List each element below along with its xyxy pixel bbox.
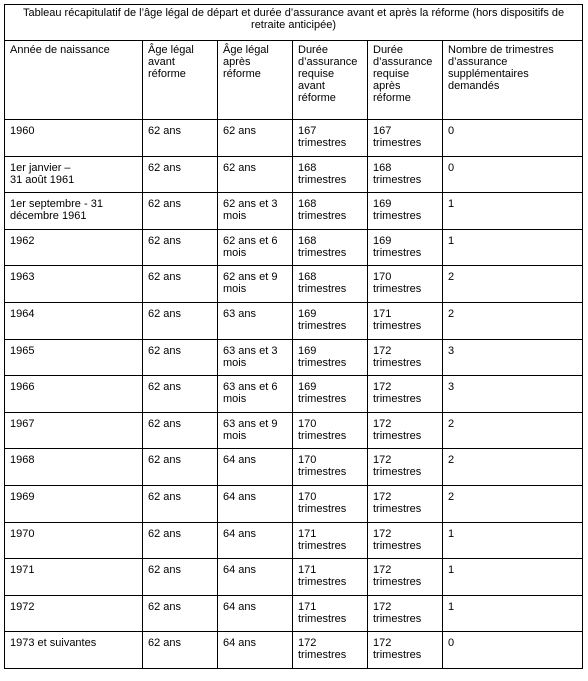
cell-birth-year: 1er septembre - 31 décembre 1961 xyxy=(5,193,143,230)
cell-legal-age-after: 62 ans xyxy=(218,120,293,157)
cell-legal-age-after: 63 ans xyxy=(218,302,293,339)
cell-insurance-after: 168 trimestres xyxy=(368,156,443,193)
table-row xyxy=(5,412,583,449)
cell-legal-age-after: 64 ans xyxy=(218,449,293,486)
cell-birth-year: 1971 xyxy=(5,559,143,596)
cell-insurance-after: 172 trimestres xyxy=(368,522,443,559)
table-row xyxy=(5,193,583,230)
cell-legal-age-before: 62 ans xyxy=(143,376,218,413)
table-caption: Tableau récapitulatif de l’âge légal de départ et durée d’assurance avant et après la réforme (hors dispositifs de retraite anticipée) xyxy=(5,5,583,41)
cell-legal-age-before: 62 ans xyxy=(143,266,218,303)
cell-insurance-before: 169 trimestres xyxy=(293,339,368,376)
cell-legal-age-before: 62 ans xyxy=(143,339,218,376)
cell-legal-age-before: 62 ans xyxy=(143,559,218,596)
cell-legal-age-before: 62 ans xyxy=(143,485,218,522)
cell-birth-year: 1969 xyxy=(5,485,143,522)
table-row xyxy=(5,595,583,632)
cell-extra-quarters: 0 xyxy=(443,120,583,157)
table-row xyxy=(5,339,583,376)
caption-row xyxy=(5,5,583,41)
cell-birth-year: 1er janvier – 31 août 1961 xyxy=(5,156,143,193)
cell-birth-year: 1966 xyxy=(5,376,143,413)
cell-insurance-after: 171 trimestres xyxy=(368,302,443,339)
table-body xyxy=(5,5,583,669)
table-row xyxy=(5,632,583,669)
cell-extra-quarters: 2 xyxy=(443,412,583,449)
cell-legal-age-after: 63 ans et 3 mois xyxy=(218,339,293,376)
cell-extra-quarters: 3 xyxy=(443,376,583,413)
header-row xyxy=(5,41,583,120)
cell-insurance-after: 167 trimestres xyxy=(368,120,443,157)
cell-insurance-after: 169 trimestres xyxy=(368,229,443,266)
cell-legal-age-after: 64 ans xyxy=(218,522,293,559)
table-row xyxy=(5,559,583,596)
table-row xyxy=(5,266,583,303)
cell-birth-year: 1963 xyxy=(5,266,143,303)
table-row xyxy=(5,229,583,266)
cell-insurance-after: 172 trimestres xyxy=(368,632,443,669)
cell-insurance-after: 169 trimestres xyxy=(368,193,443,230)
cell-birth-year: 1960 xyxy=(5,120,143,157)
cell-insurance-before: 168 trimestres xyxy=(293,193,368,230)
cell-legal-age-before: 62 ans xyxy=(143,412,218,449)
cell-legal-age-before: 62 ans xyxy=(143,302,218,339)
cell-extra-quarters: 1 xyxy=(443,193,583,230)
cell-extra-quarters: 1 xyxy=(443,595,583,632)
cell-insurance-after: 172 trimestres xyxy=(368,376,443,413)
cell-legal-age-after: 62 ans xyxy=(218,156,293,193)
cell-extra-quarters: 2 xyxy=(443,302,583,339)
cell-legal-age-before: 62 ans xyxy=(143,193,218,230)
cell-insurance-before: 170 trimestres xyxy=(293,412,368,449)
cell-legal-age-after: 64 ans xyxy=(218,632,293,669)
header-extra-quarters: Nombre de trimestres d’assurance supplémentaires demandés xyxy=(443,41,583,120)
cell-insurance-before: 170 trimestres xyxy=(293,485,368,522)
cell-legal-age-before: 62 ans xyxy=(143,632,218,669)
cell-birth-year: 1964 xyxy=(5,302,143,339)
cell-legal-age-before: 62 ans xyxy=(143,229,218,266)
cell-legal-age-after: 64 ans xyxy=(218,595,293,632)
cell-birth-year: 1967 xyxy=(5,412,143,449)
cell-extra-quarters: 2 xyxy=(443,485,583,522)
cell-insurance-after: 172 trimestres xyxy=(368,485,443,522)
cell-legal-age-after: 62 ans et 9 mois xyxy=(218,266,293,303)
cell-insurance-before: 172 trimestres xyxy=(293,632,368,669)
cell-insurance-after: 170 trimestres xyxy=(368,266,443,303)
cell-insurance-before: 168 trimestres xyxy=(293,266,368,303)
cell-insurance-before: 171 trimestres xyxy=(293,559,368,596)
cell-insurance-before: 167 trimestres xyxy=(293,120,368,157)
cell-insurance-after: 172 trimestres xyxy=(368,412,443,449)
table-row xyxy=(5,156,583,193)
cell-insurance-before: 168 trimestres xyxy=(293,156,368,193)
header-legal-age-after: Âge légal après réforme xyxy=(218,41,293,120)
cell-birth-year: 1962 xyxy=(5,229,143,266)
cell-extra-quarters: 1 xyxy=(443,522,583,559)
cell-insurance-before: 168 trimestres xyxy=(293,229,368,266)
table-row xyxy=(5,376,583,413)
header-insurance-after: Durée d’assurance requise après réforme xyxy=(368,41,443,120)
cell-extra-quarters: 1 xyxy=(443,229,583,266)
cell-extra-quarters: 2 xyxy=(443,266,583,303)
cell-insurance-after: 172 trimestres xyxy=(368,339,443,376)
cell-insurance-before: 169 trimestres xyxy=(293,302,368,339)
cell-extra-quarters: 0 xyxy=(443,156,583,193)
cell-extra-quarters: 0 xyxy=(443,632,583,669)
cell-legal-age-before: 62 ans xyxy=(143,449,218,486)
header-legal-age-before: Âge légal avant réforme xyxy=(143,41,218,120)
cell-birth-year: 1965 xyxy=(5,339,143,376)
cell-insurance-after: 172 trimestres xyxy=(368,449,443,486)
cell-extra-quarters: 2 xyxy=(443,449,583,486)
retirement-age-table xyxy=(4,4,583,669)
cell-legal-age-after: 64 ans xyxy=(218,559,293,596)
table-row xyxy=(5,120,583,157)
cell-insurance-before: 169 trimestres xyxy=(293,376,368,413)
cell-birth-year: 1972 xyxy=(5,595,143,632)
table-row xyxy=(5,522,583,559)
cell-insurance-before: 171 trimestres xyxy=(293,522,368,559)
cell-legal-age-before: 62 ans xyxy=(143,156,218,193)
table-row xyxy=(5,449,583,486)
cell-legal-age-after: 63 ans et 6 mois xyxy=(218,376,293,413)
cell-legal-age-after: 64 ans xyxy=(218,485,293,522)
cell-insurance-before: 170 trimestres xyxy=(293,449,368,486)
header-insurance-before: Durée d’assurance requise avant réforme xyxy=(293,41,368,120)
cell-legal-age-after: 62 ans et 3 mois xyxy=(218,193,293,230)
cell-legal-age-after: 62 ans et 6 mois xyxy=(218,229,293,266)
cell-legal-age-before: 62 ans xyxy=(143,595,218,632)
cell-legal-age-after: 63 ans et 9 mois xyxy=(218,412,293,449)
cell-birth-year: 1970 xyxy=(5,522,143,559)
cell-insurance-after: 172 trimestres xyxy=(368,559,443,596)
cell-birth-year: 1968 xyxy=(5,449,143,486)
header-birth-year: Année de naissance xyxy=(5,41,143,120)
cell-extra-quarters: 1 xyxy=(443,559,583,596)
cell-legal-age-before: 62 ans xyxy=(143,522,218,559)
table-row xyxy=(5,485,583,522)
cell-insurance-before: 171 trimestres xyxy=(293,595,368,632)
cell-insurance-after: 172 trimestres xyxy=(368,595,443,632)
table-row xyxy=(5,302,583,339)
cell-birth-year: 1973 et suivantes xyxy=(5,632,143,669)
cell-extra-quarters: 3 xyxy=(443,339,583,376)
cell-legal-age-before: 62 ans xyxy=(143,120,218,157)
